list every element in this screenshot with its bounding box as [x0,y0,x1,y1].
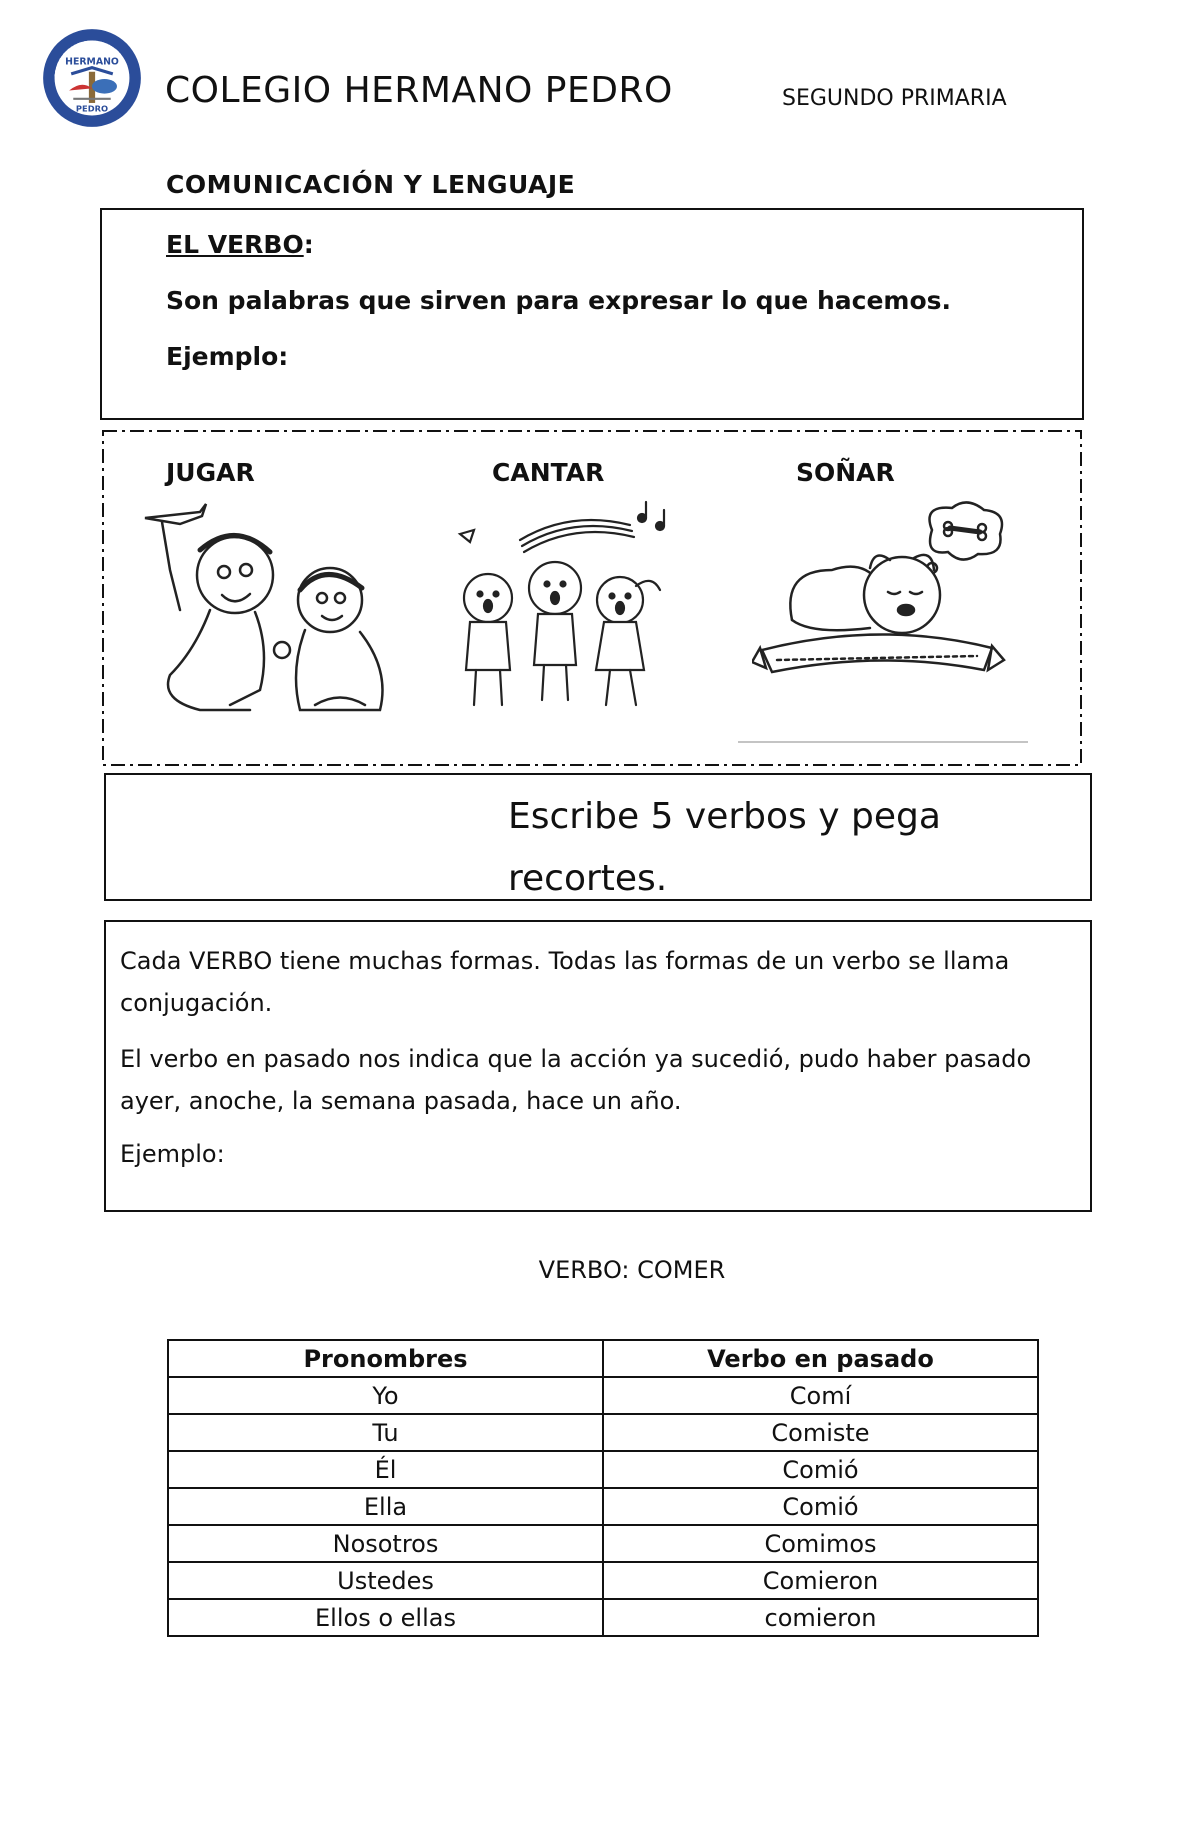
verb-heading [0,1256,1200,1284]
table-row [168,1525,1038,1562]
header-verbo-pasado: Verbo en pasado [603,1340,1038,1377]
table-row [168,1414,1038,1451]
image-credit-line [738,736,1028,744]
conjugation-paragraph-2: El verbo en pasado nos indica que la acción ya sucedió, pudo haber pasado ayer, anoche, la semana pasada, hace un año. [120,1045,1032,1115]
table-row [168,1488,1038,1525]
table-row [168,1377,1038,1414]
children-playing-icon [140,500,402,722]
pronoun-cell: Nosotros [168,1525,603,1562]
conjugation-table [167,1339,1039,1637]
table-row [168,1451,1038,1488]
children-singing-icon [430,500,680,720]
verb-cell: Comí [603,1377,1038,1414]
verb-label-cantar: CANTAR [492,458,605,487]
pronoun-cell: Ellos o ellas [168,1599,603,1636]
table-header-row [168,1340,1038,1377]
school-name: COLEGIO HERMANO PEDRO [165,70,673,111]
svg-text:HERMANO: HERMANO [65,56,119,68]
conjugation-example-label: Ejemplo: [120,1140,225,1168]
pronoun-cell: Yo [168,1377,603,1414]
verb-cell: Comió [603,1488,1038,1525]
activity-instruction: Escribe 5 verbos y pega recortes. [508,796,941,899]
svg-text:COLEGIO PARTICULAR MIXTO: COLEGIO PARTICULAR MIXTO [54,40,122,79]
svg-text:PEDRO: PEDRO [75,103,109,114]
definition-text: Son palabras que sirven para expresar lo que hacemos. [166,286,952,315]
verb-label-jugar: JUGAR [166,458,255,487]
definition-example-label: Ejemplo: [166,342,289,371]
definition-title [166,230,314,259]
table-row [168,1599,1038,1636]
definition-title-colon: : [303,230,314,259]
conjugation-paragraph-1: Cada VERBO tiene muchas formas. Todas las formas de un verbo se llama conjugación. [120,947,1010,1017]
pronoun-cell: Él [168,1451,603,1488]
verb-heading-text: VERBO: COMER [538,1256,726,1284]
table-row [168,1562,1038,1599]
school-crest-icon [40,26,144,130]
grade-label: SEGUNDO PRIMARIA [782,86,1007,111]
verb-cell: Comió [603,1451,1038,1488]
dog-dreaming-icon [752,500,1008,690]
verb-cell: Comimos [603,1525,1038,1562]
subject-title: COMUNICACIÓN Y LENGUAJE [166,170,576,199]
verb-cell: Comieron [603,1562,1038,1599]
pronoun-cell: Ustedes [168,1562,603,1599]
pronoun-cell: Tu [168,1414,603,1451]
header-pronombres: Pronombres [168,1340,603,1377]
verb-cell: Comiste [603,1414,1038,1451]
pronoun-cell: Ella [168,1488,603,1525]
definition-title-text: EL VERBO [166,230,304,259]
verb-cell: comieron [603,1599,1038,1636]
verb-label-sonar: SOÑAR [796,458,895,487]
